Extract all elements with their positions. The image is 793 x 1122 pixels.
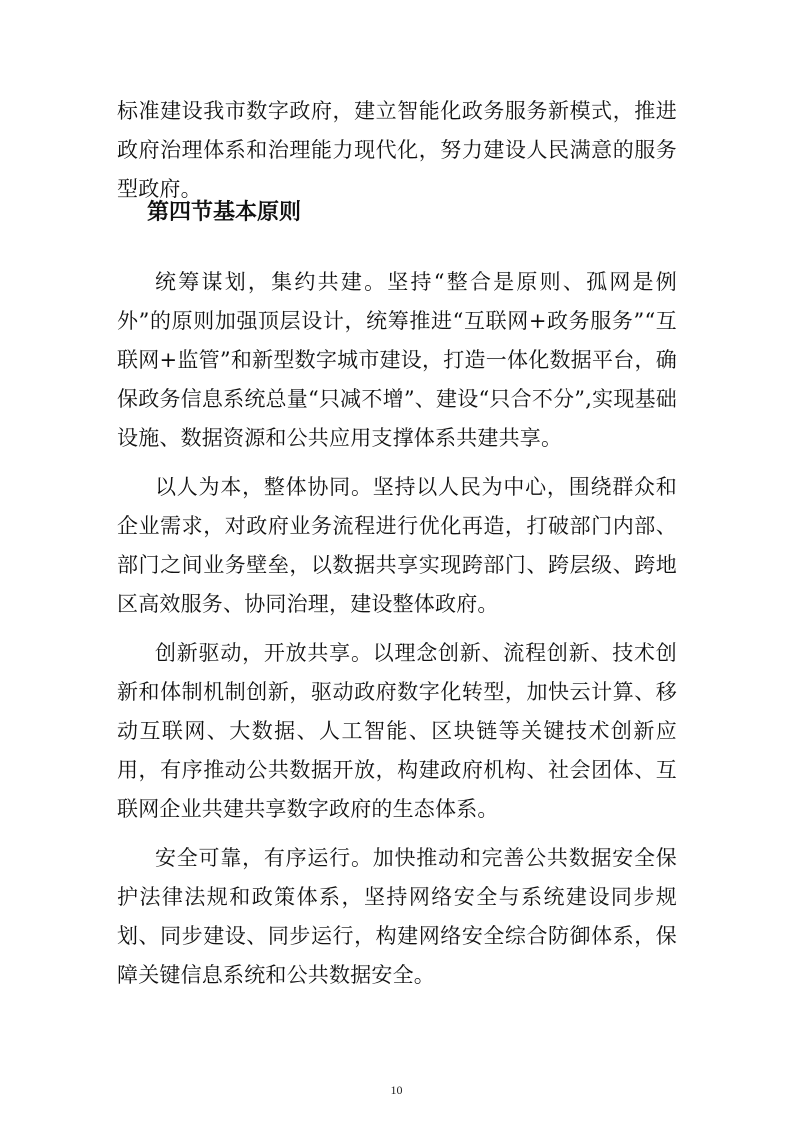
principle-paragraph-3: 创新驱动，开放共享。以理念创新、流程创新、技术创新和体制机制创新，驱动政府数字化转型，加快云计算、移动互联网、大数据、人工智能、区块链等关键技术创新应用，有序推动公共数据开放，构建政府机构、社会团体、互联网企业共建共享数字政府的生态体系。 (117, 641, 677, 821)
intro-paragraph: 标准建设我市数字政府，建立智能化政务服务新模式，推进政府治理体系和治理能力现代化，努力建设人民满意的服务型政府。 (117, 99, 677, 201)
principles-text-block (117, 263, 677, 995)
principle-paragraph-1: 统筹谋划，集约共建。坚持“整合是原则、孤网是例外”的原则加强顶层设计，统筹推进“互联网+政务服务”“互联网+监管”和新型数字城市建设，打造一体化数据平台，确保政务信息系统总量“只减不增”、建设“只合不分”,实现基础设施、数据资源和公共应用支撑体系共建共享。 (117, 270, 677, 450)
principle-paragraph-4: 安全可靠，有序运行。加快推动和完善公共数据安全保护法律法规和政策体系，坚持网络安全与系统建设同步规划、同步建设、同步运行，构建网络安全综合防御体系，保障关键信息系统和公共数据安全。 (117, 846, 677, 987)
intro-text-block (117, 92, 677, 209)
section-heading: 第四节基本原则 (147, 200, 302, 225)
page-number: 10 (390, 1083, 403, 1097)
principle-paragraph-2: 以人为本，整体协同。坚持以人民为中心，围绕群众和企业需求，对政府业务流程进行优化再造，打破部门内部、部门之间业务壁垒，以数据共享实现跨部门、跨层级、跨地区高效服务、协同治理，建设整体政府。 (117, 475, 677, 616)
